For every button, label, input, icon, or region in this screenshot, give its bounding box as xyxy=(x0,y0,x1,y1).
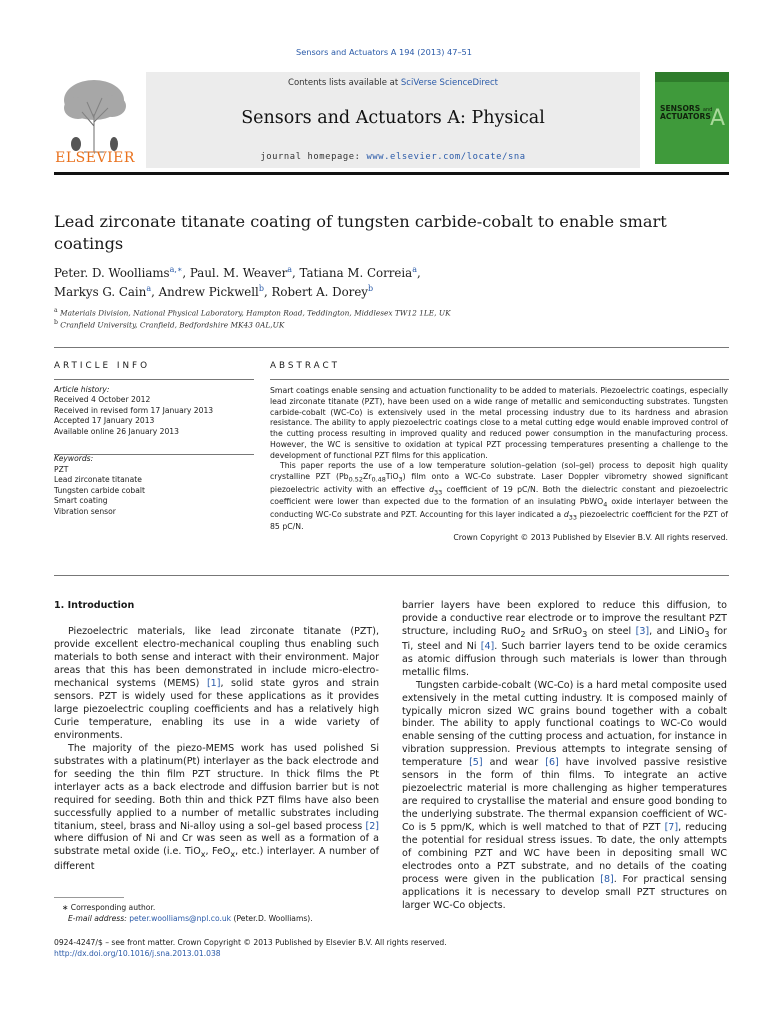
subscript: x xyxy=(230,850,236,860)
author-separator: , xyxy=(263,284,272,299)
abstract-text: TiO xyxy=(385,472,399,482)
email-line xyxy=(54,913,379,924)
keyword-item: Lead zirconate titanate xyxy=(54,475,142,485)
article-info-heading: ARTICLE INFO xyxy=(54,361,151,371)
abstract-text: piezoelectric coefficient for the PZT of 85 pC/N. xyxy=(270,509,728,532)
abstract-text: oxide interlayer between the conducting WC-Co substrate and PZT. Accounting for this layer indicated a xyxy=(270,497,728,519)
email-label: E-mail address: xyxy=(68,914,130,923)
author-name[interactable]: Paul. M. Weaver xyxy=(189,265,288,280)
history-item: Available online 26 January 2013 xyxy=(54,426,179,436)
cover-letter: A xyxy=(709,106,725,131)
body-column-left xyxy=(54,600,379,874)
body-text: The majority of the piezo-MEMS work has used polished Si substrates with a platinum(Pt) interlayer as the back electrode and for seeding the thin film PZT structure. In thick films the Pt interlayer acts as a back electrode and diffusion barrier but is not required for seeding. Both thin and thick PZT films have also been successfully applied to a number of metallic substrates including titanium, steel, brass and Ni-alloy using a sol–gel based process xyxy=(54,742,379,832)
cover-title xyxy=(660,105,712,121)
abstract-bottom-rule xyxy=(54,575,729,576)
contents-prefix: Contents lists available at xyxy=(288,78,401,88)
body-text: , and LiNiO xyxy=(649,625,705,637)
author-affil-mark[interactable]: a xyxy=(146,283,152,293)
author-name[interactable]: Peter. D. Woolliams xyxy=(54,265,170,280)
body-text: Piezoelectric materials, like lead zirconate titanate (PZT), provide excellent electro-mechanical coupling thus enabling such materials to both sense and interact with their environment. Major areas that this has been demonstrated in include micro-electro-mechanical systems (MEMS) xyxy=(54,625,379,689)
affiliation-mark: a xyxy=(54,307,58,314)
affiliation-item xyxy=(54,307,714,319)
body-text: Tungsten carbide-cobalt (WC-Co) is a hard metal composite used extensively in the metal cutting industry. It is composed mainly of typically micron sized WC grains bound together with a cobalt binder. The ability to apply functional coatings to WC-Co would enable sensing of the cutting process and actuation, for instance in vibration suppression. Previous attempts to integrate sensing of temperature xyxy=(402,679,727,769)
author-separator: , xyxy=(182,265,190,280)
email-link[interactable]: peter.woolliams@npl.co.uk xyxy=(129,914,232,923)
abstract-copyright: Crown Copyright © 2013 Published by Elsevier B.V. All rights reserved. xyxy=(453,532,728,542)
abstract-text: ) film onto a WC-Co substrate. Laser Doppler vibrometry showed significant piezoelectric activity with an effective xyxy=(270,472,728,494)
subscript: 0.52 xyxy=(348,475,363,484)
body-text: and SrRuO xyxy=(525,625,583,637)
reference-link[interactable]: [5] xyxy=(469,757,483,769)
affiliation-mark: b xyxy=(54,319,58,327)
journal-cover-thumbnail[interactable] xyxy=(655,72,729,164)
subscript: 3 xyxy=(704,629,710,639)
subscript: 3 xyxy=(398,475,403,484)
body-text: , reducing the potential for residual stress issues. To date, the only attempts of combining PZT and WC have been in depositing small WC electrodes onto a PZT substrate, and no details of the coating process were given in the publication xyxy=(402,822,727,886)
elsevier-logo[interactable] xyxy=(54,74,136,166)
author-affil-mark[interactable]: a xyxy=(287,265,293,274)
body-text: . Such barrier layers tend to be oxide ceramics as atomic diffusion through such materials is lower than through metallic films. xyxy=(402,640,727,678)
author-name[interactable]: Andrew Pickwell xyxy=(158,284,259,299)
body-text: where diffusion of Ni and Cr was seen as well as a formation of a substrate metal oxide (i.e. TiO xyxy=(54,833,379,858)
body-text: , FeO xyxy=(205,846,231,858)
keyword-item: Tungsten carbide cobalt xyxy=(54,485,145,495)
corresponding-author-note: ∗ Corresponding author. xyxy=(62,903,156,912)
body-paragraph xyxy=(402,600,727,680)
cover-top-strip xyxy=(655,72,729,82)
header-rule xyxy=(54,172,729,175)
body-text: for Ti, steel and Ni xyxy=(402,625,727,652)
reference-link[interactable]: [7] xyxy=(664,822,679,834)
section-rule xyxy=(54,347,729,348)
subscript: 4 xyxy=(603,500,608,509)
body-text: have involved passive resistive sensors in the form of thin films. To integrate an active piezoelectric material is more challenging as higher temperatures are required to crystallise the material and ensure good bonding to the underlying substrate. The thermal expansion coefficient of WC-Co is 5 ppm/K, which is well matched to that of PZT xyxy=(402,757,727,834)
reference-link[interactable]: [4] xyxy=(480,640,495,652)
abstract-heading: ABSTRACT xyxy=(270,361,340,371)
body-paragraph xyxy=(402,680,727,913)
subscript: 0.48 xyxy=(371,475,386,484)
reference-link[interactable]: [1] xyxy=(206,677,221,689)
affiliations xyxy=(54,307,714,331)
issn-line: 0924-4247/$ – see front matter. Crown Copyright © 2013 Published by Elsevier B.V. All rights reserved. xyxy=(54,938,447,947)
body-text: barrier layers have been explored to reduce this diffusion, to provide a conductive rear electrode or to improve the resultant PZT structure, including RuO xyxy=(402,600,727,637)
reference-link[interactable]: [6] xyxy=(545,757,559,769)
body-text: , etc.) interlayer. A number of different xyxy=(54,846,379,873)
abstract-text: This paper reports the use of a low temperature solution–gelation (sol–gel) process to deposit high quality crystalline PZT (Pb xyxy=(270,461,728,482)
sciencedirect-link[interactable]: SciVerse ScienceDirect xyxy=(400,78,498,88)
history-item: Accepted 17 January 2013 xyxy=(54,416,155,426)
symbol-d: d xyxy=(563,509,569,519)
subscript: 33 xyxy=(568,513,577,522)
author-separator: , xyxy=(151,284,159,299)
author-name[interactable]: Robert A. Dorey xyxy=(271,284,368,299)
abstract-body xyxy=(270,386,728,544)
abstract-text: Zr xyxy=(362,472,372,482)
author-name[interactable]: Markys G. Cain xyxy=(54,284,147,299)
author-separator: , xyxy=(292,265,300,280)
keyword-item: Smart coating xyxy=(54,496,108,506)
author-affil-mark[interactable]: a,∗ xyxy=(169,265,183,274)
keywords-label: Keywords: xyxy=(54,454,94,464)
journal-citation-link[interactable]: Sensors and Actuators A 194 (2013) 47–51 xyxy=(296,47,472,57)
author-list xyxy=(54,264,714,301)
body-text: on steel xyxy=(587,625,636,637)
author-affil-mark[interactable]: b xyxy=(258,283,264,293)
author-name[interactable]: Tatiana M. Correia xyxy=(299,265,413,280)
keyword-item: Vibration sensor xyxy=(54,506,116,516)
footnote xyxy=(54,902,379,924)
reference-link[interactable]: [2] xyxy=(365,820,379,832)
cover-line1: SENSORS xyxy=(660,104,701,113)
author-affil-mark[interactable]: a xyxy=(412,265,417,274)
journal-banner xyxy=(146,72,640,168)
doi-link[interactable]: http://dx.doi.org/10.1016/j.sna.2013.01.038 xyxy=(54,949,221,959)
journal-title: Sensors and Actuators A: Physical xyxy=(241,108,545,128)
body-paragraph xyxy=(54,743,379,874)
info-rule xyxy=(54,379,254,380)
affiliation-text: Cranfield University, Cranfield, Bedfordshire MK43 0AL,UK xyxy=(57,320,285,330)
affiliation-item xyxy=(54,319,714,331)
body-paragraph xyxy=(54,626,379,743)
symbol-d: d xyxy=(429,484,434,494)
reference-link[interactable]: [8] xyxy=(600,874,614,886)
body-text: and wear xyxy=(482,757,546,769)
reference-link[interactable]: [3] xyxy=(635,625,650,637)
journal-homepage xyxy=(146,152,640,162)
front-matter xyxy=(54,937,714,960)
subscript: 2 xyxy=(520,629,526,639)
keyword-item: PZT xyxy=(54,464,69,474)
cover-and: and xyxy=(702,107,713,113)
elsevier-tree-icon xyxy=(54,74,136,154)
history-item: Received 4 October 2012 xyxy=(54,395,151,405)
section-heading-introduction: 1. Introduction xyxy=(54,600,135,611)
subscript: 33 xyxy=(434,488,443,497)
article-info xyxy=(54,385,254,517)
footnote-rule xyxy=(54,897,124,898)
cover-line2: ACTUATORS xyxy=(660,112,711,122)
abstract-text: coefficient of 19 pC/N. Both the dielectric constant and piezoelectric coefficient were lower than expected due to the formation of an insulating PbWO xyxy=(270,484,728,507)
homepage-prefix: journal homepage: xyxy=(260,152,367,162)
email-suffix: (Peter.D. Woolliams). xyxy=(231,914,313,923)
contents-line xyxy=(146,78,640,88)
body-text: , solid state gyros and strain sensors. PZT is widely used for these applications as it provides large piezoelectric coupling coefficients and has a relatively high Curie temperature, enabling its use in a wide variety of environments. xyxy=(54,677,380,741)
history-label: Article history: xyxy=(54,385,110,394)
homepage-link[interactable]: www.elsevier.com/locate/sna xyxy=(366,152,526,162)
subscript: 3 xyxy=(582,629,588,639)
subscript: x xyxy=(200,850,206,860)
body-column-right xyxy=(402,600,727,913)
elsevier-wordmark: ELSEVIER xyxy=(55,150,135,166)
history-item: Received in revised form 17 January 2013 xyxy=(54,405,214,415)
author-separator: , xyxy=(416,265,421,280)
abstract-paragraph-1: Smart coatings enable sensing and actuation functionality to be added to materials. Piezoelectric coatings, especially lead zirconate titanate (PZT), have been used on a wide range of metallic and semiconducting substrates. Tungsten carbide-cobalt (WC-Co) is extensively used in the metal processing industry due to its hardness and abrasion resistance. The ability to apply piezoelectric coatings close to a metal cutting edge would enable improved control of the cutting process resulting in improved quality and reduced power consumption in the manufacturing process. However, the WC is sensitive to oxidation at typical PZT processing temperatures presenting a challenge to the development of functional PZT films for this application. xyxy=(270,386,728,460)
body-text: . For practical sensing applications it is necessary to develop small PZT structures on larger WC-Co objects. xyxy=(402,874,727,912)
spacer xyxy=(54,437,254,454)
journal-header xyxy=(54,72,729,168)
abstract-paragraph-2 xyxy=(270,461,728,533)
author-affil-mark[interactable]: b xyxy=(367,283,374,293)
affiliation-text: Materials Division, National Physical Laboratory, Hampton Road, Teddington, Middlesex TW12 1LE, UK xyxy=(57,308,451,318)
article-title: Lead zirconate titanate coating of tungsten carbide-cobalt to enable smart coatings xyxy=(54,212,667,254)
abstract-rule xyxy=(270,379,729,380)
